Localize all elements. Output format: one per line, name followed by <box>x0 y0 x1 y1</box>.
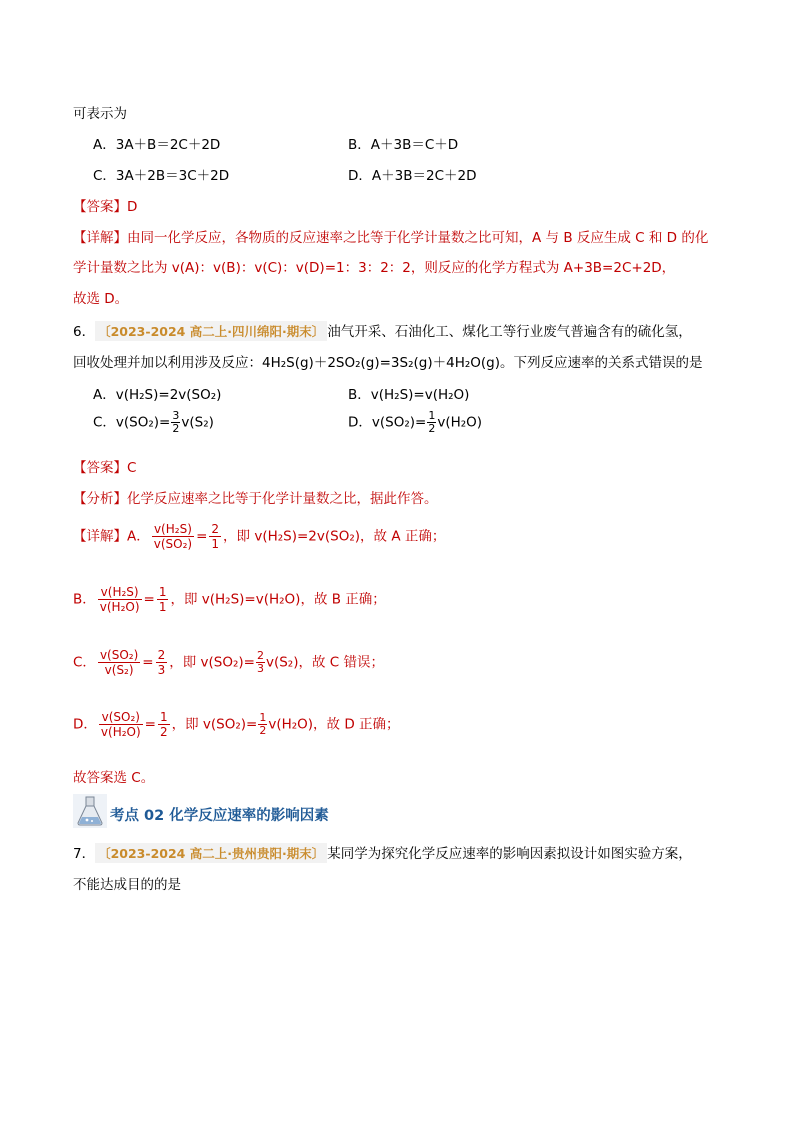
detail-b-text: ，即 v(H₂S)=v(H₂O)，故 B 正确； <box>170 591 386 608</box>
question-number: 7． <box>73 846 96 862</box>
q6-detail-c <box>73 648 384 677</box>
numerator: 2 <box>256 649 264 662</box>
fraction <box>209 522 221 551</box>
numerator: v(SO₂) <box>99 710 143 725</box>
section-heading: 考点 02 化学反应速率的影响因素 <box>110 808 329 824</box>
equals: = <box>196 528 208 545</box>
fraction <box>157 585 169 614</box>
fraction <box>258 712 267 737</box>
q5-option-c: C．3A＋2B＝3C＋2D <box>93 168 230 184</box>
numerator: v(H₂S) <box>152 522 194 537</box>
option-d-prefix: D．v(SO₂)= <box>348 414 427 431</box>
q6-conclusion: 故答案选 C。 <box>73 770 155 786</box>
source-tag: 〔2023-2024 高二上·贵州贵阳·期末〕 <box>95 843 327 863</box>
detail-label: 【详解】 <box>73 528 127 545</box>
analysis-label: 【分析】 <box>73 491 127 507</box>
detail-b-prefix: B． <box>73 591 96 608</box>
equals: = <box>144 716 156 733</box>
numerator: 3 <box>172 409 180 422</box>
denominator: 3 <box>157 663 166 677</box>
q6-option-b: B．v(H₂S)=v(H₂O) <box>348 387 470 403</box>
source-tag: 〔2023-2024 高二上·四川绵阳·期末〕 <box>95 321 327 341</box>
fraction <box>427 410 436 435</box>
detail-c-prefix: C． <box>73 654 96 671</box>
numerator: 1 <box>159 710 168 724</box>
q6-detail-b <box>73 585 386 614</box>
stem-text: 油气开采、石油化工、煤化工等行业废气普遍含有的硫化氢， <box>327 324 692 340</box>
detail-d-prefix: D． <box>73 716 97 733</box>
fraction <box>171 410 180 435</box>
detail-a-prefix: A． <box>127 528 150 545</box>
detail-d-text-end: v(H₂O)，故 D 正确； <box>268 716 400 733</box>
numerator: v(SO₂) <box>99 648 139 662</box>
analysis-text: 化学反应速率之比等于化学计量数之比，据此作答。 <box>127 491 438 507</box>
denominator: 2 <box>428 422 436 435</box>
q6-detail-a <box>73 522 445 551</box>
detail-text: 由同一化学反应，各物质的反应速率之比等于化学计量数之比可知，A 与 B 反应生成 C 和 D 的化 <box>127 230 709 246</box>
equals: = <box>142 654 154 671</box>
fraction <box>98 648 140 677</box>
fraction <box>99 710 143 739</box>
numerator: 1 <box>158 585 167 599</box>
q6-analysis <box>73 487 438 507</box>
numerator: 2 <box>157 648 166 662</box>
denominator: 1 <box>158 600 167 614</box>
fraction <box>98 585 142 614</box>
fraction <box>256 650 265 675</box>
option-d-suffix: v(H₂O) <box>437 414 483 431</box>
numerator: 2 <box>211 522 220 536</box>
q5-option-a: A．3A＋B＝2C＋2D <box>93 137 221 153</box>
q6-stem-line2: 回收处理并加以利用涉及反应：4H₂S(g)＋2SO₂(g)=3S₂(g)＋4H₂O(g)。下列反应速率的关系式错误的是 <box>73 355 703 371</box>
answer-label: 【答案】 <box>73 199 127 215</box>
q6-option-c <box>93 410 214 435</box>
q5-detail-line1 <box>73 226 708 246</box>
q7-stem-line1 <box>73 842 692 863</box>
detail-label: 【详解】 <box>73 230 127 246</box>
denominator: 2 <box>259 724 267 737</box>
fraction <box>158 710 170 739</box>
answer-label: 【答案】 <box>73 460 127 476</box>
equals: = <box>143 591 155 608</box>
denominator: 1 <box>211 537 220 551</box>
fraction <box>152 522 194 551</box>
option-c-prefix: C．v(SO₂)= <box>93 414 171 431</box>
q5-answer <box>73 195 137 215</box>
fraction <box>156 648 168 677</box>
denominator: v(H₂O) <box>100 725 141 739</box>
q7-stem-line2: 不能达成目的的是 <box>73 877 181 893</box>
detail-c-text: ，即 v(SO₂)= <box>169 654 255 671</box>
option-c-suffix: v(S₂) <box>181 414 214 431</box>
answer-value: C <box>127 460 137 476</box>
denominator: 2 <box>172 422 180 435</box>
q6-option-d <box>348 410 482 435</box>
q5-option-b: B．A＋3B＝C＋D <box>348 137 459 153</box>
q6-stem-line1 <box>73 320 692 341</box>
numerator: 1 <box>259 711 267 724</box>
q6-detail-d <box>73 710 400 739</box>
numerator: 1 <box>428 409 436 422</box>
q5-stem-tail: 可表示为 <box>73 106 127 122</box>
denominator: v(S₂) <box>104 663 134 677</box>
question-number: 6． <box>73 324 96 340</box>
denominator: 2 <box>159 725 168 739</box>
stem-text: 某同学为探究化学反应速率的影响因素拟设计如图实验方案， <box>327 846 692 862</box>
q5-option-d: D．A＋3B＝2C＋2D <box>348 168 477 184</box>
q6-answer <box>73 456 136 476</box>
detail-c-text-end: v(S₂)，故 C 错误； <box>265 654 384 671</box>
q5-detail-line2: 学计量数之比为 v(A)：v(B)：v(C)：v(D)=1：3：2：2，则反应的化学方程式为 A+3B=2C+2D， <box>73 260 676 276</box>
q5-detail-line3: 故选 D。 <box>73 291 129 307</box>
q6-option-a: A．v(H₂S)=2v(SO₂) <box>93 387 222 403</box>
denominator: 3 <box>256 662 264 675</box>
denominator: v(H₂O) <box>99 600 140 614</box>
answer-value: D <box>127 199 138 215</box>
flask-icon <box>73 794 107 828</box>
numerator: v(H₂S) <box>98 585 142 600</box>
detail-d-text: ，即 v(SO₂)= <box>171 716 258 733</box>
denominator: v(SO₂) <box>153 537 193 551</box>
detail-a-text: ，即 v(H₂S)=2v(SO₂)，故 A 正确； <box>223 528 446 545</box>
